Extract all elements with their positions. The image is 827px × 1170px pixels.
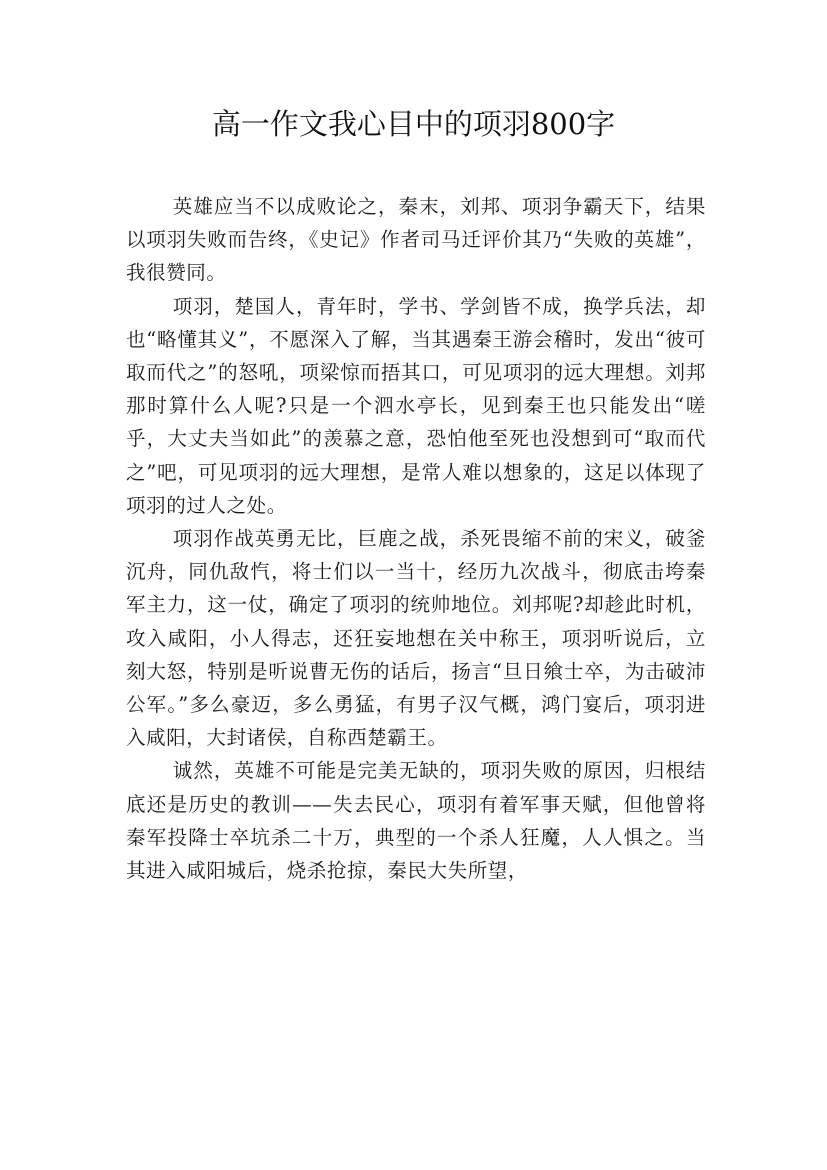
document-title: 高一作文我心目中的项羽800字 (211, 107, 616, 141)
paragraph: 项羽作战英勇无比，巨鹿之战，杀死畏缩不前的宋义，破釜沉舟，同仇敌忾，将士们以一当十，经历九次战斗，彻底击垮秦军主力，这一仗，确定了项羽的统帅地位。刘邦呢?却趁此时机，攻入咸阳，小人得志，还狂妄地想在关中称王，项羽听说后，立刻大怒，特别是听说曹无伤的话后，扬言“旦日飨士卒，为击破沛公军。”多么豪迈，多么勇猛，有男子汉气概，鸿门宴后，项羽进入咸阳，大封诸侯，自称西楚霸王。 (126, 527, 706, 750)
document-body (126, 190, 706, 887)
paragraph: 项羽，楚国人，青年时，学书、学剑皆不成，换学兵法，却也“略懂其义”，不愿深入了解，当其遇秦王游会稽时，发出“彼可取而代之”的怒吼，项梁惊而捂其口，可见项羽的远大理想。刘邦那时算什么人呢?只是一个泗水亭长，见到秦王也只能发出“嗟乎，大丈夫当如此”的羡慕之意，恐怕他至死也没想到可“取而代之”吧，可见项羽的远大理想，是常人难以想象的，这足以体现了项羽的过人之处。 (126, 294, 706, 517)
paragraph: 诚然，英雄不可能是完美无缺的，项羽失败的原因，归根结底还是历史的教训——失去民心，项羽有着军事天赋，但他曾将秦军投降士卒坑杀二十万，典型的一个杀人狂魔，人人惧之。当其进入咸阳城后，烧杀抢掠，秦民大失所望， (126, 759, 706, 883)
paragraph: 英雄应当不以成败论之，秦末，刘邦、项羽争霸天下，结果以项羽失败而告终，《史记》作者司马迁评价其乃“失败的英雄”，我很赞同。 (126, 195, 706, 285)
